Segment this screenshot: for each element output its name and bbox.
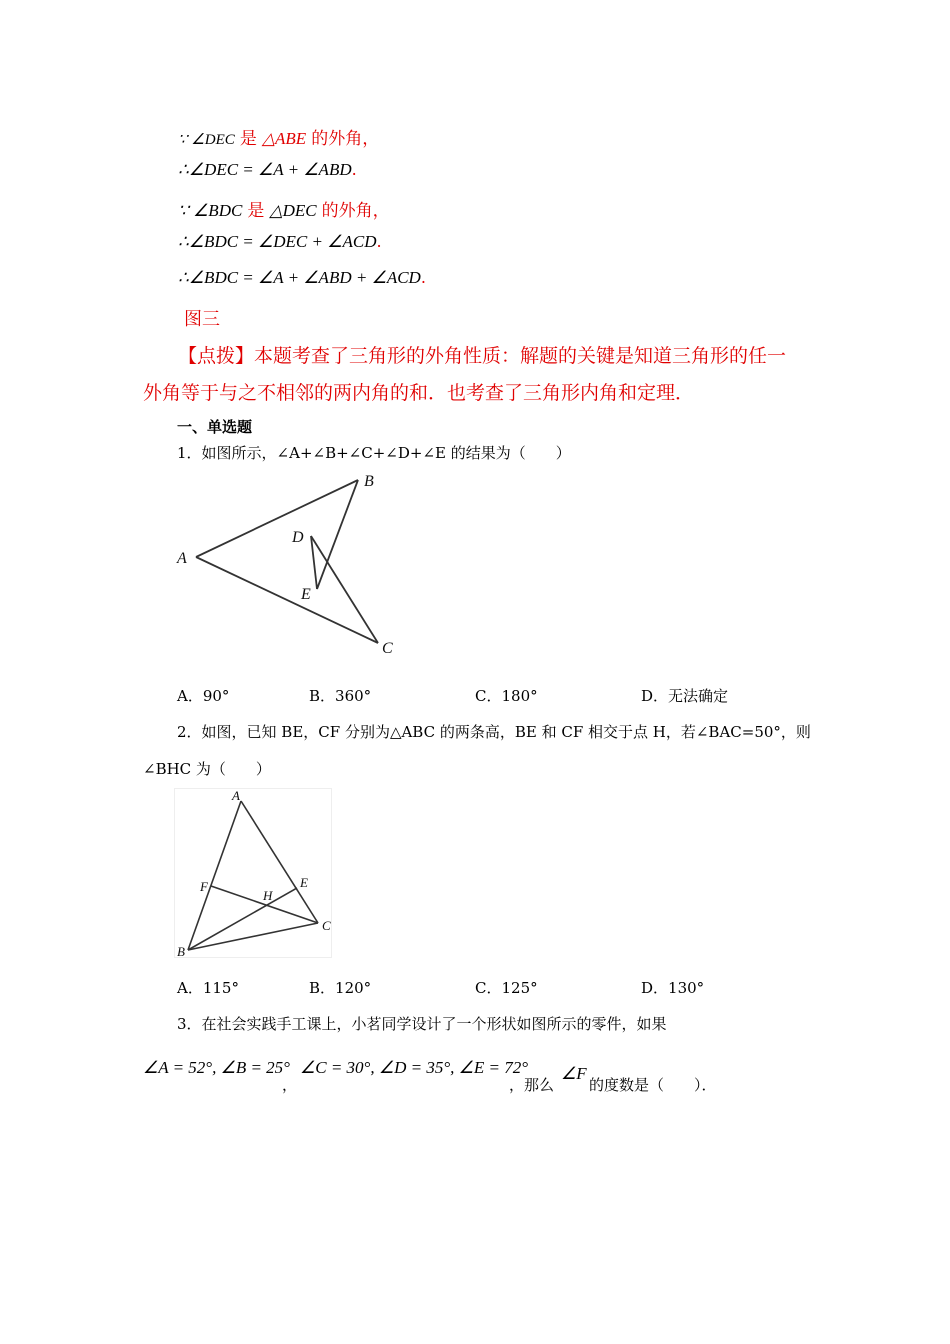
q1-option-d[interactable]: D．无法确定 <box>641 687 729 705</box>
q2-option-c[interactable]: C．125° <box>475 979 538 997</box>
tip-line-1: 【点拨】本题考查了三角形的外角性质：解题的关键是知道三角形的任一 <box>178 345 787 367</box>
q1-label-c: C <box>382 640 393 657</box>
q3-tail-b: 的度数是（ ）． <box>589 1076 717 1094</box>
proof-text: 的外角， <box>321 201 390 221</box>
proof-period: . <box>420 268 426 287</box>
proof-math: △ABE <box>261 129 307 148</box>
proof-line-3 <box>178 196 390 221</box>
q1-label-e: E <box>301 586 311 603</box>
q3-angle-f: ∠F <box>561 1064 587 1083</box>
q2-option-a[interactable]: A．115° <box>177 979 239 997</box>
proof-line-1 <box>178 124 379 149</box>
q2-figure <box>174 788 332 958</box>
q1-option-c[interactable]: C．180° <box>475 687 538 705</box>
proof-period: . <box>351 160 357 179</box>
q2-stem-line-2: ∠BHC 为（ ） <box>143 760 271 778</box>
proof-line-5 <box>178 268 426 288</box>
proof-math: ∴∠DEC = ∠A + ∠ABD <box>178 160 352 179</box>
q1-label-d: D <box>292 529 304 546</box>
q2-label-h: H <box>263 888 273 903</box>
q1-option-b[interactable]: B．360° <box>309 687 372 705</box>
q3-condition-b: ∠C = 30°, ∠D = 35°, ∠E = 72° <box>300 1058 529 1077</box>
proof-math: ∴∠BDC = ∠A + ∠ABD + ∠ACD <box>178 268 421 287</box>
proof-math: ∵ ∠DEC <box>178 132 235 148</box>
proof-text: 的外角， <box>311 129 380 149</box>
q2-option-d[interactable]: D．130° <box>641 979 705 997</box>
q3-condition-a: ∠A = 52°, ∠B = 25° <box>143 1058 290 1077</box>
proof-line-2 <box>178 160 357 180</box>
q2-label-b: B <box>177 944 185 958</box>
q3-tail-a: ，那么 <box>509 1076 555 1094</box>
q1-label-a: A <box>177 550 187 567</box>
proof-math: △DEC <box>269 201 317 220</box>
proof-period: . <box>376 232 382 251</box>
proof-text: 是 <box>239 129 257 149</box>
proof-math: ∴∠BDC = ∠DEC + ∠ACD <box>178 232 377 251</box>
q2-label-e: E <box>300 875 308 890</box>
section-title: 一、单选题 <box>177 418 253 436</box>
q2-label-a: A <box>232 788 240 803</box>
q2-option-b[interactable]: B．120° <box>309 979 372 997</box>
q2-stem-line-1: 2．如图，已知 BE，CF 分别为△ABC 的两条高，BE 和 CF 相交于点 H，若∠BAC=50°，则 <box>177 723 811 741</box>
q1-label-b: B <box>364 473 374 490</box>
q1-figure <box>172 470 402 660</box>
q1-option-a[interactable]: A．90° <box>177 687 230 705</box>
q2-label-c: C <box>322 918 331 933</box>
q3-comma: ， <box>282 1076 298 1094</box>
q1-stem: 1．如图所示，∠A+∠B+∠C+∠D+∠E 的结果为（ ） <box>177 444 571 462</box>
q2-label-f: F <box>200 879 208 894</box>
figure-label: 图三 <box>184 309 220 330</box>
proof-text: 是 <box>247 201 265 221</box>
tip-line-2: 外角等于与之不相邻的两内角的和．也考查了三角形内角和定理． <box>143 382 695 404</box>
proof-math: ∵ ∠BDC <box>178 201 243 220</box>
proof-line-4 <box>178 232 382 252</box>
q3-stem-line-1: 3．在社会实践手工课上，小茗同学设计了一个形状如图所示的零件，如果 <box>177 1015 667 1033</box>
